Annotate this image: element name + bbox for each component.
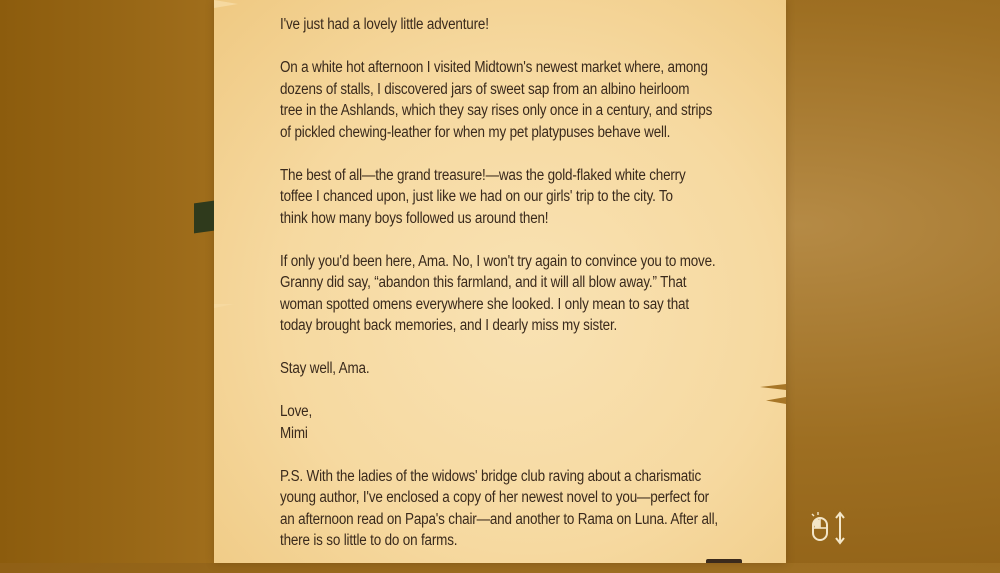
letter-postscript: P.S. With the ladies of the widows' bridge club raving about a charismatic young author, I've enclosed a copy of her newest novel to you—perfect for an afternoon read on Papa's chair—and another to Rama on Luna. After all, there is so little to do on farms. (280, 467, 718, 549)
mouse-scroll-icon (810, 510, 850, 546)
page-tab (706, 559, 742, 563)
letter-closing: Stay well, Ama. (280, 360, 370, 377)
letter-paragraph: On a white hot afternoon I visited Midtown's newest market where, among dozens of stalls, I discovered jars of sweet sap from an albino heirloom tree in the Ashlands, which they say rises only once in a century, and strips of pickled chewing-leather for when my pet platypuses behave well. (280, 59, 713, 141)
letter-signoff: Love, Mimi (280, 403, 313, 442)
letter-paper[interactable] (214, 0, 786, 563)
letter-greeting: I've just had a lovely little adventure! (280, 16, 489, 33)
letter-paragraph: The best of all—the grand treasure!—was the gold-flaked white cherry toffee I chanced upon, just like we had on our girls' trip to the city. To think how many boys followed us around then! (280, 166, 686, 227)
letter-paragraph: If only you'd been here, Ama. No, I won't try again to convince you to move. Granny did say, “abandon this farmland, and it will all blow away.” That woman spotted omens everywhere she looked. I only mean to say that today brought back memories, and I dearly miss my sister. (280, 252, 716, 334)
paper-scrap (194, 201, 214, 234)
paper-tear (214, 0, 238, 8)
letter-body (280, 14, 750, 573)
background-left (0, 0, 214, 563)
paper-tear (214, 304, 234, 308)
